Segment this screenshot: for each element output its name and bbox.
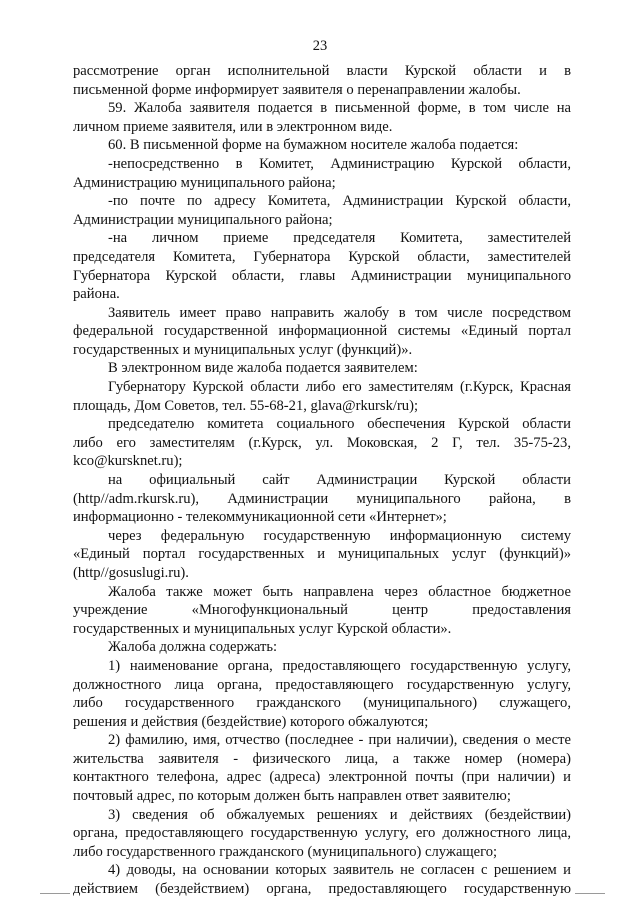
text-line: через федеральную государственную информационную систему — [108, 527, 571, 544]
text-line: 2) фамилию, имя, отчество (последнее - при наличии), сведения о месте — [108, 732, 571, 749]
text-line: «Единый портал государственных и муниципальных услуг (функций)» — [73, 546, 571, 563]
text-line: действием (бездействием) органа, предоставляющего государственную — [73, 881, 571, 897]
scan-edge-mark — [575, 893, 605, 894]
text-line: должностного лица органа, предоставляющего государственную услугу, — [73, 676, 571, 693]
text-line: жительства заявителя - физического лица, а также номер (номера) — [73, 750, 571, 767]
text-line: (http//gosuslugi.ru). — [73, 564, 189, 581]
text-line: -на личном приеме председателя Комитета, заместителей — [108, 230, 571, 247]
text-line: председателя Комитета, Губернатора Курской области, заместителей — [73, 248, 571, 265]
text-line: государственных и муниципальных услуг (функций)». — [73, 341, 413, 358]
page-number: 23 — [312, 38, 328, 54]
text-line: В электронном виде жалоба подается заявителем: — [108, 360, 418, 377]
text-line: рассмотрение орган исполнительной власти Курской области и в — [73, 63, 571, 79]
text-line: решения и действия (бездействие) которого обжалуются; — [73, 713, 429, 730]
text-line: органа, предоставляющего государственную услугу, его должностного лица, — [73, 825, 571, 842]
text-line: личном приеме заявителя, или в электронном виде. — [73, 118, 393, 135]
text-line: Губернатора Курской области, главы Администрации муниципального — [73, 267, 571, 284]
text-line: письменной форме информирует заявителя о перенаправлении жалобы. — [73, 81, 521, 98]
text-line: 4) доводы, на основании которых заявитель не согласен с решением и — [108, 862, 571, 879]
text-line: контактного телефона, адрес (адреса) электронной почты (при наличии) и — [73, 769, 571, 786]
text-line: учреждение «Многофункциональный центр предоставления — [73, 602, 571, 619]
text-line: Жалоба должна содержать: — [108, 639, 278, 656]
text-line: председателю комитета социального обеспечения Курской области — [108, 416, 571, 433]
text-line: почтовый адрес, по которым должен быть направлен ответ заявителю; — [73, 788, 511, 805]
text-line: района. — [73, 286, 120, 303]
text-line: государственных и муниципальных услуг Курской области». — [73, 620, 452, 637]
text-line: Заявитель имеет право направить жалобу в том числе посредством — [108, 304, 571, 321]
text-line: Администрации муниципального района; — [73, 211, 333, 228]
text-line: федеральной государственной информационной системы «Единый портал — [73, 323, 571, 340]
text-line: либо государственного гражданского (муниципального) служащего; — [73, 843, 498, 860]
text-line: -непосредственно в Комитет, Администрацию Курской области, — [108, 155, 571, 172]
text-line: 1) наименование органа, предоставляющего государственную услугу, — [108, 657, 571, 674]
text-line: площадь, Дом Советов, тел. 55-68-21, glava@rkursk/ru); — [73, 397, 419, 414]
text-line: (http//adm.rkursk.ru), Администрации муниципального района, в — [73, 490, 571, 507]
text-line: либо его заместителям (г.Курск, ул. Моковская, 2 Г, тел. 35-75-23, — [73, 434, 571, 451]
text-line: 59. Жалоба заявителя подается в письменной форме, в том числе на — [108, 100, 571, 117]
text-line: информационно - телекоммуникационной сети «Интернет»; — [73, 509, 447, 526]
text-line: Администрацию муниципального района; — [73, 174, 336, 191]
text-line: 60. В письменной форме на бумажном носителе жалоба подается: — [108, 137, 519, 154]
text-line: либо государственного гражданского (муниципального) служащего, — [73, 695, 571, 712]
text-line: Губернатору Курской области либо его заместителям (г.Курск, Красная — [108, 379, 571, 396]
text-line: 3) сведения об обжалуемых решениях и действиях (бездействии) — [108, 806, 571, 823]
text-line: kco@kursknet.ru); — [73, 453, 183, 470]
text-line: на официальный сайт Администрации Курской области — [108, 472, 571, 488]
text-line: Жалоба также может быть направлена через областное бюджетное — [108, 583, 571, 600]
text-line: -по почте по адресу Комитета, Администрации Курской области, — [108, 193, 571, 210]
scan-edge-mark — [40, 893, 70, 894]
